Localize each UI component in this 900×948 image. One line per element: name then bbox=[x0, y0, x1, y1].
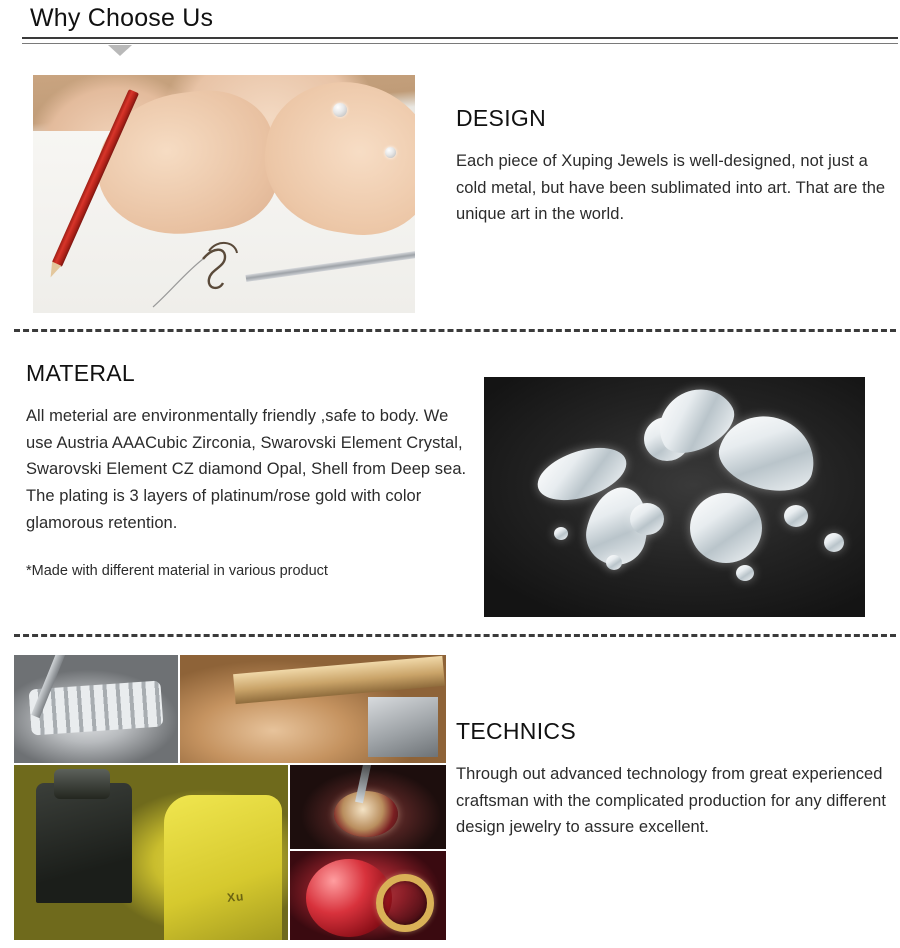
ring-shape bbox=[333, 103, 347, 117]
design-photo bbox=[33, 75, 415, 313]
materal-body: All meterial are environmentally friendly ,safe to body. We use Austria AAACubic Zirconia, Swarovski Element Crystal, Swarovski Element CZ diamond Opal, Shell from Deep sea. The plating is 3 layers of platinum/rose gold with color glamorous retention. bbox=[26, 407, 467, 532]
design-title: DESIGN bbox=[456, 105, 546, 131]
gem-shape bbox=[606, 555, 622, 570]
collage-tile-microscope bbox=[14, 765, 288, 940]
ring-shape-secondary bbox=[385, 147, 396, 158]
header-rule-thick bbox=[22, 37, 898, 39]
jewel-shape bbox=[334, 791, 398, 837]
technics-title: TECHNICS bbox=[456, 718, 576, 744]
gem-shape bbox=[630, 503, 664, 535]
gem-shape bbox=[824, 533, 844, 552]
header-rule-thin bbox=[22, 43, 898, 44]
materal-text-block bbox=[26, 360, 470, 579]
materal-title: MATERAL bbox=[26, 360, 136, 386]
shirt-logo-text: Xu bbox=[225, 889, 245, 905]
collage-tile-polishing bbox=[290, 851, 446, 940]
design-body: Each piece of Xuping Jewels is well-designed, not just a cold metal, but have been sublimated into art. That are the unique art in the world. bbox=[456, 152, 886, 224]
gold-ring-shape bbox=[376, 874, 434, 932]
collage-tile-setting-stone bbox=[290, 765, 446, 849]
collage-tile-goldsmith bbox=[180, 655, 446, 763]
divider-design-materal bbox=[14, 329, 896, 332]
chevron-down-icon bbox=[108, 45, 132, 56]
machine-shape bbox=[368, 697, 438, 757]
sketch-lines bbox=[151, 221, 271, 311]
design-text-block bbox=[456, 105, 900, 228]
materal-note: *Made with different material in various product bbox=[26, 562, 328, 579]
gem-shape bbox=[554, 527, 568, 540]
technics-photo-collage bbox=[14, 655, 446, 940]
gem-shape bbox=[784, 505, 808, 527]
technics-body: Through out advanced technology from great experienced craftsman with the complicated production for any different design jewelry to assure excellent. bbox=[456, 765, 887, 837]
divider-materal-technics bbox=[14, 634, 896, 637]
microscope-shape bbox=[36, 783, 132, 903]
materal-photo bbox=[484, 377, 865, 617]
gem-shape bbox=[690, 493, 762, 563]
page-title: Why Choose Us bbox=[30, 4, 214, 32]
collage-tile-watch bbox=[14, 655, 178, 763]
worker-shirt-shape bbox=[164, 795, 282, 940]
gem-shape bbox=[736, 565, 754, 581]
page-header bbox=[0, 0, 900, 46]
technics-text-block bbox=[456, 718, 900, 841]
